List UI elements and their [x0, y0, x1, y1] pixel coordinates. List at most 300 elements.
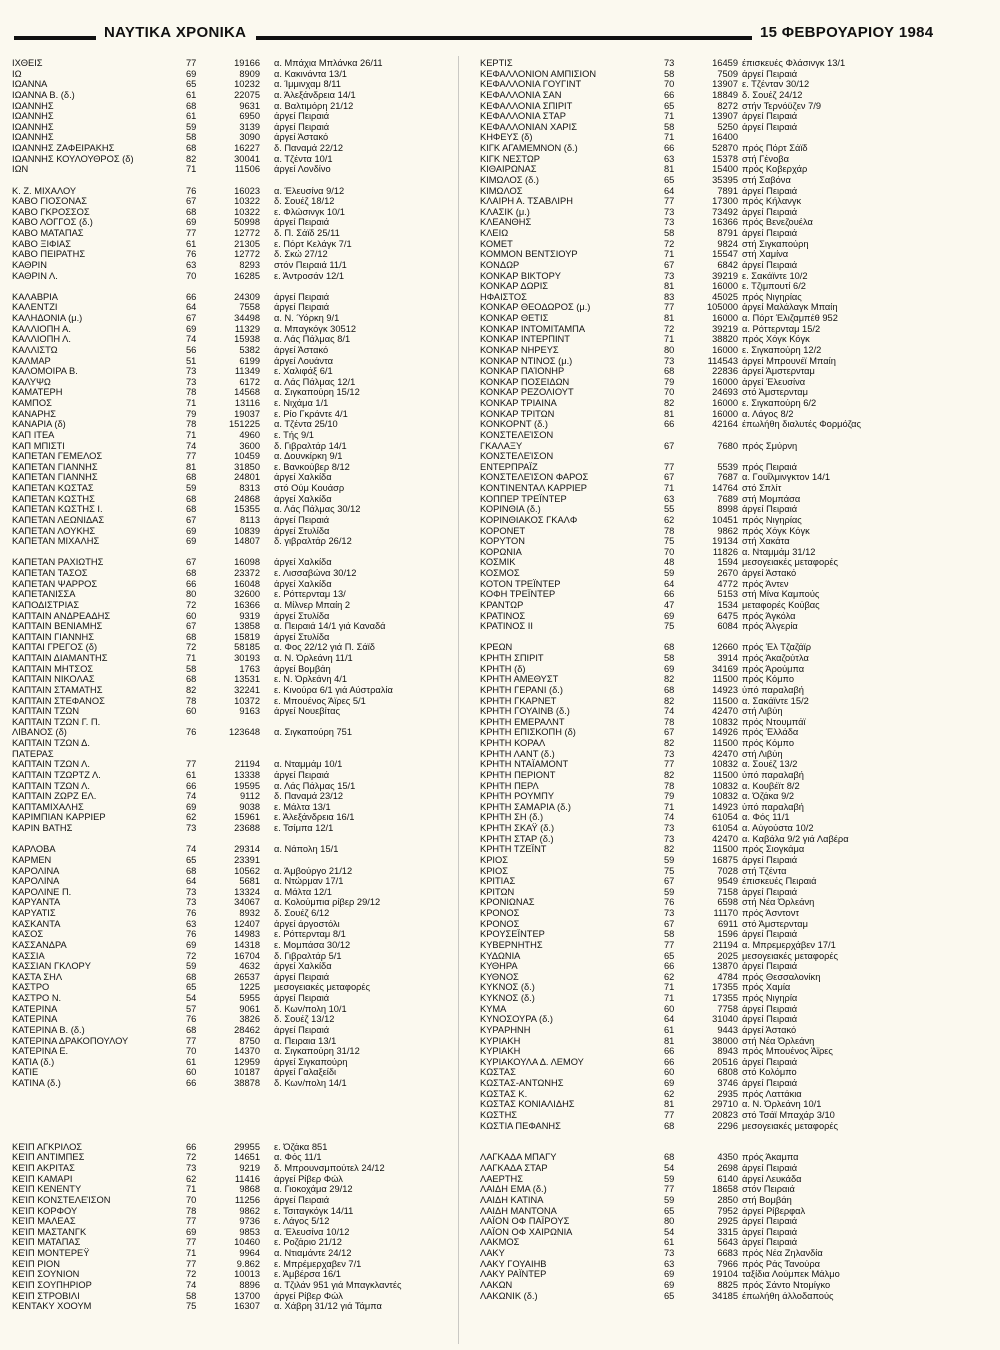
tonnage: 8272: [717, 100, 738, 111]
location-status: α. Σιγκαπούρη 15/12: [274, 387, 360, 398]
ship-row: [480, 1206, 980, 1217]
location-status: ε. Σιγκαπούρη 6/2: [742, 398, 817, 408]
ship-name: ΚΑΠΕΤΑΝ ΛΕΩΝΙΔΑΣ: [12, 514, 105, 525]
build-year: 67: [664, 259, 675, 270]
location-status: άργεί Πειραιά: [274, 121, 330, 132]
tonnage: 5153: [717, 589, 738, 600]
ship-name: ΚΡΟΝΟΣ: [480, 908, 520, 918]
build-year: 68: [186, 568, 197, 578]
tonnage: 38820: [712, 334, 738, 345]
ship-row: [480, 929, 980, 940]
ship-row: [480, 1121, 980, 1132]
ship-row: [480, 249, 980, 260]
ship-row: [480, 430, 980, 441]
ship-row: [12, 387, 452, 398]
tonnage: 13870: [712, 961, 738, 972]
location-status: άργεί Πειραιά: [742, 121, 798, 132]
location-status: άργεί Πειραιά: [742, 111, 798, 122]
ship-name: ΚΡΗΤΗ ΣΤΑΡ (δ.): [480, 833, 554, 844]
ship-name: ΚΥΚΝΟΣ (δ.): [480, 982, 535, 993]
ship-row: [480, 664, 980, 675]
location-status: α. Νάπολη 15/1: [274, 844, 339, 855]
ship-row: [12, 621, 452, 632]
ship-row: [480, 504, 980, 515]
tonnage: 11170: [713, 908, 738, 918]
ship-name: ΚΥΘΗΡΑ: [480, 961, 518, 972]
build-year: 61: [186, 1056, 197, 1067]
location-status: ε. Πόρτ Κελάγκ 7/1: [274, 238, 352, 249]
ship-name: ΚΟΝΣΤΕΛΕΊΣΟΝ: [480, 429, 554, 440]
location-status: άργεί Πειραιά: [742, 886, 798, 897]
tonnage: 15378: [712, 153, 738, 164]
location-status: άργεί Στυλίδα: [274, 525, 330, 536]
ship-name: ΚΑΠΕΤΑΝ ΨΑΡΡΟΣ: [12, 578, 98, 589]
build-year: 77: [186, 759, 197, 770]
tonnage: 22075: [234, 89, 260, 100]
build-year: 69: [186, 536, 197, 547]
ship-name: ΚΑΠΤΑΙΝ ΒΕΝΙΑΜΗΣ: [12, 621, 103, 632]
build-year: 66: [664, 961, 675, 972]
location-status: άργεί Ρίβερ Φώλ: [274, 1290, 343, 1301]
ship-name: ΚΛΑΣΙΚ (μ.): [480, 206, 530, 217]
spacer-row: [12, 1110, 452, 1121]
spacer-row: [12, 1099, 452, 1110]
location-status: πρός Χόγκ Κόγκ: [742, 525, 810, 536]
location-status: ε. Τής 9/1: [274, 429, 314, 440]
ship-name: ΚΑΠΕΤΑΝ ΜΙΧΑΛΗΣ: [12, 536, 100, 547]
tonnage: 9443: [717, 1024, 738, 1035]
ship-row: [12, 791, 452, 802]
ship-row: [12, 929, 452, 940]
location-status: άργεί Πειραιά: [274, 1024, 330, 1035]
location-status: άργεί Χαλκίδα: [274, 472, 332, 483]
ship-name: ΚΩΣΤΑΣ Κ.: [480, 1088, 528, 1099]
tonnage: 7966: [717, 1258, 738, 1269]
build-year: 65: [664, 1290, 675, 1301]
build-year: 66: [186, 1141, 197, 1152]
location-status: α. Σιγκαπούρη 31/12: [274, 1046, 360, 1057]
build-year: 68: [186, 100, 197, 111]
tonnage: 12772: [234, 228, 260, 238]
location-status: α. Φός 11/1: [742, 812, 790, 823]
ship-row: [480, 302, 980, 313]
ship-name: ΚΟΡΥΤΟΝ: [480, 536, 526, 547]
ship-name: ΚΑΡΟΛΙΝΕ Π.: [12, 886, 72, 897]
location-status: άργεί Πειραιά: [742, 1056, 798, 1067]
build-year: 69: [186, 323, 197, 334]
location-status: α. Μπάχια Μπλάνκα 26/11: [274, 58, 383, 68]
ship-name: ΚΕΦΑΛΛΟΝΙΑ ΣΑΝ: [480, 89, 562, 100]
location-status: στό Κολόμπο: [742, 1067, 797, 1078]
tonnage: 5382: [239, 344, 260, 355]
ship-name: ΓΚΑΛΑΞΥ: [480, 440, 523, 451]
ship-name: ΚΕΊΠ ΜΑΛΕΑΣ: [12, 1216, 76, 1227]
tonnage: 16048: [234, 578, 260, 589]
ship-name: ΚΕΊΠ ΣΟΥΠΗΡΙΟΡ: [12, 1279, 92, 1290]
ship-row: [480, 557, 980, 568]
ship-row: [12, 855, 452, 866]
ship-name: ΚΑΠΤΑΙΝ ΤΖΩΝ Γ. Π.: [12, 716, 101, 727]
location-status: ε. Άλεξάνδρεια 16/1: [274, 812, 355, 823]
location-status: ε. Τζιμπουτί 6/2: [742, 281, 806, 292]
build-year: 71: [186, 1184, 197, 1195]
location-status: στή Σαβόνα: [742, 174, 791, 185]
location-status: άργεί Πειραιά: [742, 68, 798, 79]
build-year: 79: [664, 376, 675, 387]
build-year: 73: [664, 206, 675, 217]
ship-name: ΛΑΚΜΟΣ: [480, 1237, 520, 1248]
build-year: 73: [664, 823, 675, 833]
tonnage: 11500: [712, 738, 738, 748]
build-year: 73: [664, 217, 675, 228]
ship-name: ΚΑΤΙΑ (δ.): [12, 1056, 55, 1067]
location-status: πρός Άσντοντ: [742, 908, 800, 918]
ship-row: [12, 228, 452, 239]
tonnage: 21194: [712, 939, 738, 950]
ship-name: ΚΕΊΠ ΑΓΚΡΙΛΟΣ: [12, 1141, 83, 1152]
build-year: 61: [186, 89, 197, 100]
ship-name: ΚΑΠΕΤΑΝ ΓΕΜΕΛΟΣ: [12, 451, 103, 462]
location-status: ε. Νιχάμα 1/1: [274, 398, 329, 408]
tonnage: 10832: [712, 759, 738, 770]
ship-name: ΚΑΣΣΑΝΔΡΑ: [12, 939, 67, 950]
ship-row: [480, 717, 980, 728]
tonnage: 8791: [717, 228, 738, 238]
tonnage: 29955: [234, 1141, 260, 1152]
location-status: α. Έλευσίνα 10/12: [274, 1226, 350, 1237]
tonnage: 14764: [712, 483, 738, 493]
build-year: 71: [186, 1248, 197, 1258]
build-year: 78: [186, 419, 197, 430]
location-status: α. Σουέζ 13/2: [742, 759, 798, 770]
location-status: άργεί Άστακό: [274, 344, 329, 355]
build-year: 61: [664, 1024, 675, 1035]
ship-name: ΚΡΙΟΣ: [480, 854, 508, 865]
location-status: ε. Χαλιφάξ 6/1: [274, 366, 333, 377]
ship-name: ΚΟΝΚΑΡ ΤΡΙΤΩΝ: [480, 408, 555, 419]
ship-name: ΚΑΠΤΑΙΝ ΤΖΩΝ Δ.: [12, 738, 90, 748]
tonnage: 15961: [234, 812, 260, 823]
tonnage: 14370: [234, 1046, 260, 1057]
ship-row: [480, 164, 980, 175]
location-status: άργεί Έλευσίνα: [742, 376, 806, 387]
tonnage: 9824: [717, 238, 738, 249]
tonnage: 9862: [239, 1205, 260, 1216]
location-status: α. Κολούμπια ρίβερ 29/12: [274, 897, 381, 908]
location-status: ε. Σιγκαπούρη 12/2: [742, 344, 822, 355]
ship-name: ΚΡΗΤΗ ΣΚΑΫ (δ.): [480, 823, 555, 833]
tonnage: 123648: [228, 727, 260, 738]
tonnage: 30193: [234, 653, 260, 663]
ship-name: ΚΑΡΙΝ ΒΑΤΗΣ: [12, 823, 73, 833]
location-status: άργεί Πειραιά: [742, 1003, 798, 1014]
tonnage: 7509: [717, 68, 738, 79]
tonnage: 11826: [712, 546, 738, 557]
ship-name: ΚΕΦΑΛΛΟΝΙΑ ΓΟΥΓΙΝΤ: [480, 79, 582, 90]
publication-title: ΝΑΥΤΙΚΑ ΧΡΟΝΙΚΑ: [104, 24, 247, 41]
ship-row: [480, 993, 980, 1004]
ship-name: ΚΟΦΗ ΤΡΕΪΝΤΕΡ: [480, 589, 556, 600]
ship-name: ΚΑΜΠΟΣ: [12, 398, 52, 408]
tonnage: 20516: [712, 1056, 738, 1067]
location-status: πρός Πειραιά: [742, 461, 797, 472]
ship-name: ΚΑΠΤΑΙΝ ΤΖΩΝ Λ.: [12, 759, 90, 770]
location-status: στό Άμστερνταμ: [742, 387, 808, 398]
location-status: πρός Κήλανγκ: [742, 196, 802, 207]
build-year: 73: [186, 823, 197, 833]
ship-row: [480, 674, 980, 685]
ship-name: ΛΑΚΥ ΡΑΪΝΤΕΡ: [480, 1269, 547, 1280]
location-status: ε. Φλώσινγκ 10/1: [274, 206, 345, 217]
ship-name: ΚΑΤΕΡΙΝΑ Ε.: [12, 1046, 69, 1057]
ship-name: ΚΟΤΟΝ ΤΡΕΪΝΤΕΡ: [480, 578, 561, 589]
tonnage: 14926: [712, 727, 738, 738]
ship-row: [12, 1163, 452, 1174]
build-year: 67: [186, 621, 197, 632]
location-status: στή Γένοβα: [742, 153, 789, 164]
build-year: 77: [664, 1109, 675, 1120]
ship-row: [480, 324, 980, 335]
location-status: δ. γιβραλτάρ 26/12: [274, 536, 352, 547]
ship-name: ΕΝΤΕΡΠΡΑΪΖ: [480, 461, 538, 472]
location-status: ε. Μομπάσα 30/12: [274, 939, 351, 950]
build-year: 67: [664, 440, 675, 451]
tonnage: 34185: [712, 1290, 738, 1301]
tonnage: 16285: [234, 270, 260, 281]
location-status: άργεί Χαλκίδα: [274, 961, 332, 972]
tonnage: 6084: [717, 621, 738, 632]
ship-row: [12, 472, 452, 483]
build-year: 71: [664, 483, 675, 493]
location-status: α. Ν. Ύόρκη 9/1: [274, 313, 340, 323]
ship-row: [480, 526, 980, 537]
ship-name: ΚΥΔΩΝΙΑ: [480, 950, 521, 961]
ship-row: [480, 260, 980, 271]
build-year: 64: [664, 1014, 675, 1025]
ship-row: [480, 706, 980, 717]
tonnage: 13907: [712, 111, 738, 122]
spacer-row: [480, 1131, 980, 1142]
ship-row: [12, 101, 452, 112]
spacer-row: [12, 834, 452, 845]
ship-name: ΚΑΛΑΒΡΙΑ: [12, 291, 58, 302]
tonnage: 13700: [234, 1290, 260, 1301]
ship-name: ΚΑΠ ΙΤΕΑ: [12, 429, 55, 440]
ship-name: ΚΑΠΤΑΙΝ ΓΙΑΝΝΗΣ: [12, 631, 94, 642]
ship-name: ΚΑΠΕΤΑΝ ΤΑΣΟΣ: [12, 568, 88, 578]
build-year: 74: [664, 812, 675, 823]
ship-name: ΚΟΡΩΝΙΑ: [480, 546, 522, 557]
build-year: 66: [664, 589, 675, 600]
tonnage: 39219: [712, 270, 738, 281]
tonnage: 9549: [717, 876, 738, 887]
build-year: 82: [664, 695, 675, 706]
ship-name: ΙΩΑΝΝΗΣ: [12, 132, 54, 143]
ship-name: ΚΟΝΚΑΡ ΡΕΖΟΛΙΟΥΤ: [480, 387, 574, 398]
ship-row: [480, 441, 980, 452]
ship-name: ΚΑΠΕΤΑΝ ΚΩΣΤΗΣ Ι.: [12, 504, 103, 515]
build-year: 63: [186, 259, 197, 270]
header-rule-middle: [256, 36, 752, 40]
tonnage: 6911: [718, 918, 738, 929]
ship-name: ΚΕΊΠ ΜΑΤΑΠΑΣ: [12, 1237, 81, 1248]
ship-row: [480, 334, 980, 345]
ship-name: ΚΡΗΤΗ ΣΠΙΡΙΤ: [480, 653, 544, 663]
tonnage: 16098: [234, 557, 260, 568]
location-status: άργεί Μαλάλαγκ Μπαίη: [742, 302, 838, 313]
tonnage: 34169: [712, 663, 738, 674]
ship-name: ΛΑΙΔΗ ΕΜΑ (δ.): [480, 1184, 547, 1195]
column-divider: [458, 56, 459, 1344]
tonnage: 6475: [717, 610, 738, 621]
tonnage: 6683: [717, 1248, 738, 1258]
build-year: 81: [664, 408, 675, 419]
page-header: [0, 0, 1000, 40]
build-year: 82: [664, 738, 675, 748]
location-status: α. Γιοκοχάμα 29/12: [274, 1184, 353, 1195]
ship-row: [480, 154, 980, 165]
ship-name: ΚΟΝΚΟΡΝΤ (δ.): [480, 419, 548, 430]
location-status: μεσογειακές μεταφορές: [742, 557, 839, 568]
ship-row: [12, 993, 452, 1004]
ship-row: [12, 292, 452, 303]
ship-name: ΚΑΠΤΑΙΝ ΝΙΚΟΛΑΣ: [12, 674, 95, 685]
ship-name: ΚΑΛΗΔΟΝΙΑ (μ.): [12, 313, 83, 323]
ship-name: ΛΑΚΥ: [480, 1248, 505, 1258]
location-status: ε. Ρόττερνταμ 13/: [274, 589, 346, 600]
ship-row: [480, 1248, 980, 1259]
location-status: άργεί Στυλίδα: [274, 610, 330, 621]
tonnage: 16459: [712, 58, 738, 68]
ship-name: ΚΑΣΣΙΑ: [12, 950, 45, 961]
location-status: άργεί Πειραιά: [274, 971, 330, 982]
ship-name: ΚΡΗΤΗ ΕΜΕΡΑΛΝΤ: [480, 716, 565, 727]
build-year: 67: [664, 918, 675, 929]
ship-name: ΚΕΊΠ ΚΑΜΑΡΙ: [12, 1173, 73, 1184]
build-year: 73: [664, 58, 675, 68]
build-year: 82: [664, 844, 675, 855]
build-year: 62: [186, 812, 197, 823]
ship-name: ΚΡΑΤΙΝΟΣ ΙΙ: [480, 621, 533, 632]
location-status: έπισκευές Πειραιά: [742, 876, 817, 887]
build-year: 67: [664, 876, 675, 887]
tonnage: 6598: [717, 897, 738, 908]
tonnage: 8909: [239, 68, 260, 79]
location-status: ύπό παραλαβή: [742, 769, 804, 780]
tonnage: 26537: [234, 971, 260, 982]
location-status: πρός Λαττάκια: [742, 1088, 802, 1099]
ship-name: ΛΑΚΩΝΙΚ (δ.): [480, 1290, 538, 1301]
tonnage: 9061: [239, 1003, 260, 1014]
location-status: δ. Σουέζ 24/12: [742, 89, 803, 100]
ship-row: [12, 1046, 452, 1057]
ship-row: [12, 515, 452, 526]
tonnage: 14983: [234, 929, 260, 940]
header-rule-left: [14, 36, 96, 40]
location-status: πρός Σάντο Ντομίγκο: [742, 1279, 831, 1290]
tonnage: 8896: [239, 1279, 260, 1290]
ship-name: ΚΑΣΤΡΟ Ν.: [12, 993, 62, 1003]
tonnage: 7687: [717, 472, 738, 483]
location-status: δ. Γιβραλτάρ 14/1: [274, 440, 347, 451]
build-year: 59: [186, 483, 197, 493]
location-status: μεσογειακές μεταφορές: [274, 982, 371, 993]
ship-row: [12, 844, 452, 855]
build-year: 73: [664, 748, 675, 759]
ship-row: [480, 823, 980, 834]
location-status: ε. Μπρέμερχαβεν 7/1: [274, 1258, 362, 1269]
ship-row: [480, 313, 980, 324]
ship-row: [12, 749, 452, 760]
build-year: 74: [186, 1279, 197, 1290]
ship-row: [480, 887, 980, 898]
tonnage: 32600: [234, 589, 260, 600]
ship-row: [480, 1174, 980, 1185]
spacer-row: [12, 1131, 452, 1142]
location-status: ε. Μπουένος Άϊρες 5/1: [274, 695, 366, 706]
tonnage: 42470: [712, 706, 738, 717]
build-year: 73: [186, 366, 197, 377]
tonnage: 45025: [712, 291, 738, 302]
tonnage: 105000: [706, 302, 738, 313]
tonnage: 16000: [712, 376, 738, 387]
tonnage: 17355: [712, 993, 738, 1003]
location-status: ύπό παραλαβή: [742, 801, 804, 812]
build-year: 77: [186, 58, 197, 68]
tonnage: 19104: [712, 1269, 738, 1280]
build-year: 71: [664, 982, 675, 993]
build-year: 69: [186, 217, 197, 228]
tonnage: 3600: [239, 440, 260, 451]
ship-name: ΚΕΊΠ ΣΟΥΝΙΟΝ: [12, 1269, 80, 1280]
ship-row: [12, 154, 452, 165]
build-year: 66: [186, 578, 197, 589]
tonnage: 19134: [712, 536, 738, 547]
ship-name: ΚΑΝΑΡΗΣ: [12, 408, 56, 419]
location-status: α. Άλεξάνδρεια 14/1: [274, 89, 356, 100]
ship-row: [12, 58, 452, 69]
location-status: άργεί Πειραιά: [274, 111, 330, 122]
ship-name: ΛΑΓΚΑΔΑ ΜΠΑΓΥ: [480, 1152, 557, 1163]
tonnage: 16023: [234, 185, 260, 196]
ship-row: [480, 217, 980, 228]
location-status: δ. Γιβραλτάρ 5/1: [274, 950, 342, 961]
ship-row: [12, 600, 452, 611]
ship-row: [12, 664, 452, 675]
location-status: ε. Ρίο Γκράντε 4/1: [274, 408, 348, 419]
ship-row: [480, 483, 980, 494]
ship-row: [12, 494, 452, 505]
build-year: 81: [186, 461, 197, 472]
ship-name: ΚΡΟΝΟΣ: [480, 918, 520, 929]
build-year: 78: [664, 716, 675, 727]
build-year: 81: [664, 313, 675, 323]
location-status: ε. Σακάϊντε 10/2: [742, 270, 808, 281]
ship-row: [480, 579, 980, 590]
ship-row: [480, 1078, 980, 1089]
ship-name: ΙΩΑΝΝΗΣ ΖΑΦΕΙΡΑΚΗΣ: [12, 143, 115, 153]
location-status: α. Όζάκα 9/2: [742, 791, 795, 802]
tonnage: 20823: [712, 1109, 738, 1120]
ship-row: [12, 356, 452, 367]
ship-name: ΚΑΡΜΕΝ: [12, 854, 52, 865]
location-status: α. Μπαγκόγκ 30512: [274, 323, 357, 334]
build-year: 57: [186, 1003, 197, 1014]
location-status: πρός Νιγηρίας: [742, 291, 802, 302]
location-status: δ. Σουέζ 13/12: [274, 1014, 335, 1025]
build-year: 67: [664, 727, 675, 738]
build-year: 67: [186, 514, 197, 525]
